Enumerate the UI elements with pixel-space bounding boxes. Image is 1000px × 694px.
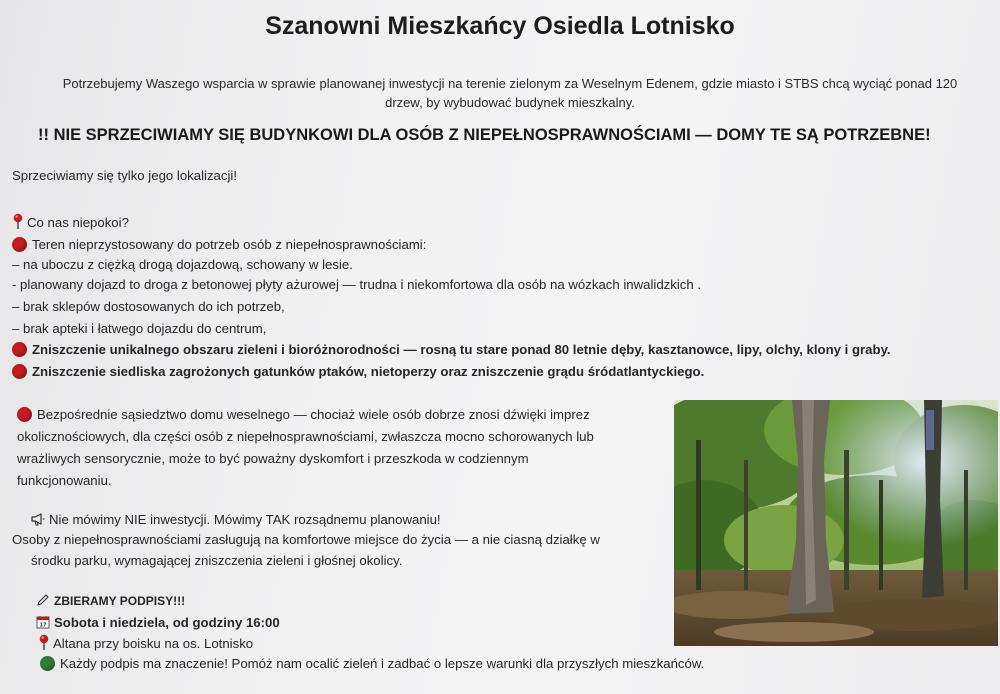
concern-item-4-line-4: funkcjonowaniu. <box>17 473 112 488</box>
concern-item-4 <box>17 405 667 491</box>
concern-item-2 <box>12 340 891 360</box>
concern-item-4-text-1: Bezpośrednie sąsiedztwo domu weselnego — chociaż wiele osób dobrze znosi dźwięki imprez <box>37 407 590 422</box>
megaphone-icon <box>31 512 45 526</box>
red-circle-icon <box>12 342 27 357</box>
round-pushpin-icon <box>38 634 50 651</box>
red-circle-icon <box>12 237 27 252</box>
concern-item-1-text: Teren nieprzystosowany do potrzeb osób z niepełnosprawnościami: <box>32 237 427 252</box>
concern-item-3 <box>12 362 704 382</box>
support-banner: !! NIE SPRZECIWIAMY SIĘ BUDYNKOWI DLA OSÓB Z NIEPEŁNOSPRAWNOŚCIAMI — DOMY TE SĄ POTRZEBNE! <box>38 126 931 144</box>
signatures-heading-text: ZBIERAMY PODPISY!!! <box>54 594 186 608</box>
red-circle-icon <box>17 407 32 422</box>
signatures-heading <box>36 591 185 611</box>
page-title: Szanowni Mieszkańcy Osiedla Lotnisko <box>265 12 735 40</box>
concerns-heading <box>12 213 129 233</box>
forest-photo <box>674 400 998 646</box>
calendar-icon <box>36 615 50 629</box>
svg-text:17: 17 <box>39 622 47 629</box>
concern-item-4-line-1 <box>17 405 667 425</box>
concern-item-1 <box>12 235 426 255</box>
statement-body-1: Osoby z niepełnosprawnościami zasługują na komfortowe miejsce do życia — a nie ciasną działkę w <box>12 532 600 547</box>
concerns-heading-text: Co nas niepokoi? <box>27 215 129 230</box>
concern-item-4-line-2: okolicznościowych, dla części osób z niepełnosprawnościami, zwłaszcza mocno schorowanych lub <box>17 429 594 444</box>
concern-sub-2: - planowany dojazd to droga z betonowej płyty ażurowej — trudna i niekomfortowa dla osób na wózkach inwalidzkich . <box>12 277 702 292</box>
red-circle-icon <box>12 364 27 379</box>
statement-headline <box>31 510 671 530</box>
signatures-when-text: Sobota i niedziela, od godziny 16:00 <box>54 615 280 630</box>
concern-sub-1: – na uboczu z ciężką drogą dojazdową, schowany w lesie. <box>12 257 353 272</box>
statement-body-2: środku parku, wymagającej zniszczenia zieleni i głośnej okolicy. <box>31 553 403 568</box>
pen-icon <box>36 593 50 607</box>
statement-block <box>31 510 671 530</box>
opposition-statement: Sprzeciwiamy się tylko jego lokalizacji! <box>12 168 237 183</box>
concern-item-3-text: Zniszczenie siedliska zagrożonych gatunków ptaków, nietoperzy oraz zniszczenie grądu śródatlantyckiego. <box>32 364 705 379</box>
round-pushpin-icon <box>12 213 24 230</box>
green-circle-icon <box>40 656 55 671</box>
forest-photo-illustration <box>674 400 998 646</box>
concern-item-4-line-3: wrażliwych sensorycznie, może to być poważny dyskomfort i przeszkoda w codziennym <box>17 451 529 466</box>
signatures-where-text: Altana przy boisku na os. Lotnisko <box>53 636 254 651</box>
signatures-appeal <box>40 654 704 674</box>
statement-headline-text: Nie mówimy NIE inwestycji. Mówimy TAK rozsądnemu planowaniu! <box>49 512 441 527</box>
concern-item-2-text: Zniszczenie unikalnego obszaru zieleni i bioróżnorodności — rosną tu stare ponad 80 letnie dęby, kasztanowce, lipy, olchy, klony i graby. <box>32 342 891 357</box>
signatures-where <box>38 634 253 654</box>
intro-line-1: Potrzebujemy Waszego wsparcia w sprawie planowanej inwestycji na terenie zielonym za Weselnym Edenem, gdzie miasto i STBS chcą wyciąć ponad 120 <box>62 76 958 91</box>
concern-sub-3: – brak sklepów dostosowanych do ich potrzeb, <box>12 299 285 314</box>
signatures-appeal-text: Każdy podpis ma znaczenie! Pomóż nam ocalić zieleń i zadbać o lepsze warunki dla przyszłych mieszkańców. <box>60 656 705 671</box>
intro-line-2: drzew, by wybudować budynek mieszkalny. <box>385 95 635 110</box>
signatures-when <box>36 613 280 633</box>
concern-sub-4: – brak apteki i łatwego dojazdu do centrum, <box>12 321 267 336</box>
intro-paragraph <box>24 74 996 112</box>
